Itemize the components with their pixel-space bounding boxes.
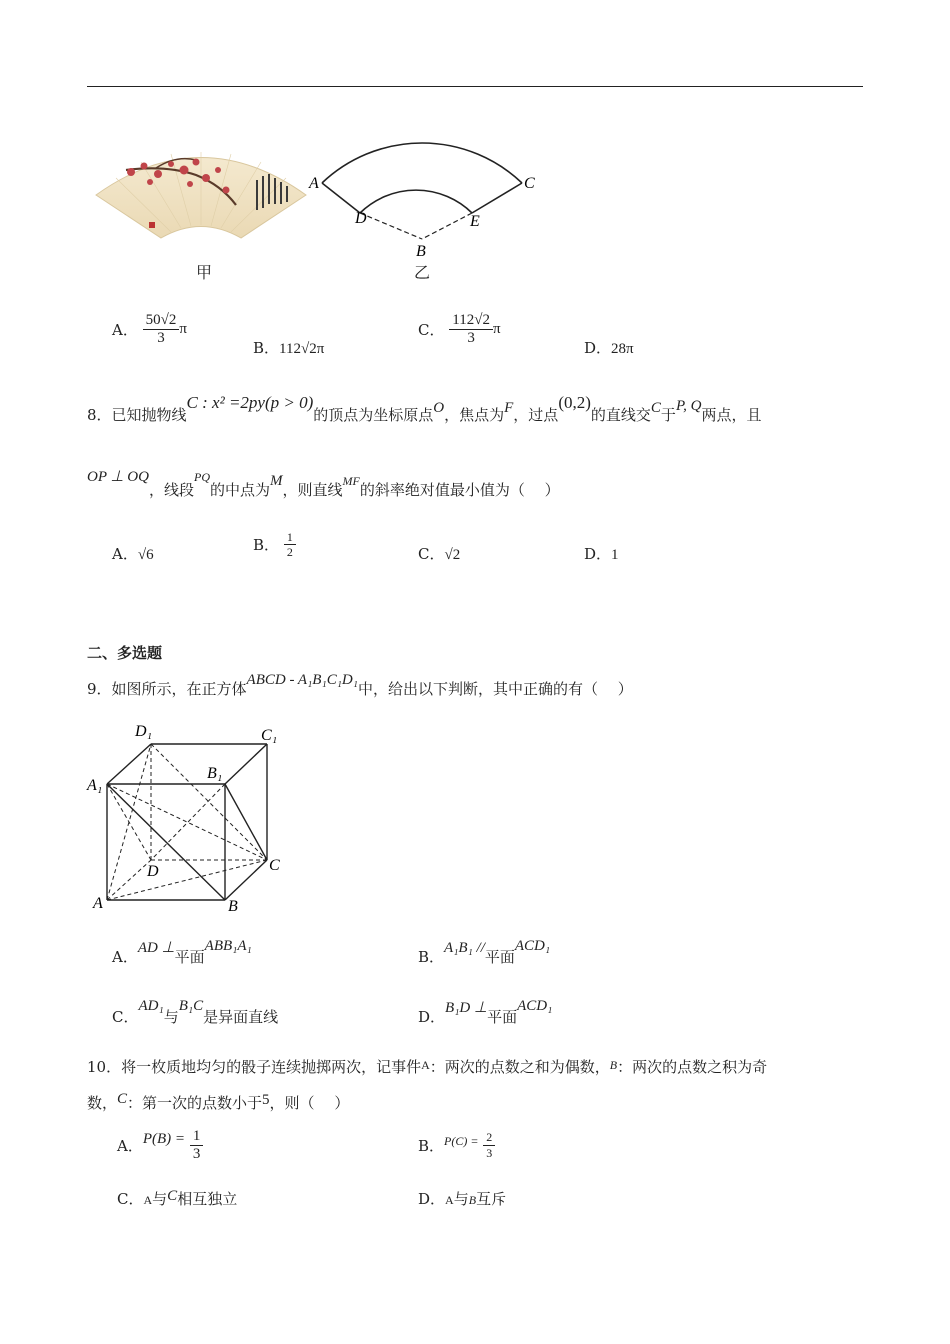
q7-option-d-value: 28π — [611, 341, 634, 357]
q7-option-b-value: 112√2π — [279, 341, 325, 357]
q8-midpoint-M: M — [270, 473, 283, 489]
q10-option-c-event2: C — [167, 1188, 178, 1204]
q8-text-6: 两点，且 — [701, 406, 762, 424]
q10-line1-a: 10．将一枚质地均匀的骰子连续抛掷两次，记事件 — [87, 1058, 422, 1076]
q9-option-d-plane: ACD₁ — [517, 998, 553, 1014]
q8-stem-line1 — [87, 395, 762, 436]
q10-line2-b: ：第一次的点数小于 — [127, 1094, 263, 1112]
q10-option-a-denominator: 3 — [192, 1146, 201, 1162]
q8-text-9: ，则直线 — [282, 481, 343, 499]
q7-option-b — [253, 337, 324, 358]
q8-text-5: 于 — [660, 406, 676, 424]
q10-option-b-prob: P(C) = — [444, 1134, 479, 1148]
q9-option-b-label: B． — [418, 948, 445, 966]
q10-option-d-event1: A — [445, 1193, 454, 1207]
q8-option-a — [112, 543, 154, 564]
q10-option-c — [117, 1188, 237, 1209]
cube-label-D1: D₁ — [135, 723, 153, 740]
q10-option-a-numerator: 1 — [190, 1128, 204, 1146]
q9-cube-name: ABCD - A₁B₁C₁D₁ — [246, 672, 358, 688]
q8-line-MF: MF — [342, 474, 360, 488]
q9-prefix: 9．如图所示，在正方体 — [87, 680, 247, 698]
q8-option-b-label: B． — [253, 536, 280, 554]
q8-perpendicular-condition: OP ⊥ OQ — [87, 469, 149, 485]
cube-label-B1: B₁ — [207, 765, 223, 782]
q7-option-c-numerator: 112√2 — [449, 312, 493, 330]
q9-option-d-math: B₁D ⊥ — [445, 1000, 488, 1016]
fan-painting-figure — [86, 140, 316, 245]
q10-option-d — [418, 1188, 506, 1209]
q10-option-a-label: A． — [117, 1137, 143, 1155]
q8-text-7: ，线段 — [148, 481, 194, 499]
q7-option-d — [584, 337, 634, 358]
q8-text-1: 的顶点为坐标原点 — [313, 406, 434, 424]
q9-option-a-math: AD ⊥ — [137, 940, 175, 956]
q9-suffix: 中，给出以下判断，其中正确的有（ ） — [357, 680, 633, 698]
q9-option-a — [112, 940, 252, 975]
cube-label-D: D — [147, 863, 159, 880]
cube-label-A: A — [93, 895, 103, 912]
q8-option-a-label: A． — [112, 545, 138, 563]
q7-option-a-pi: π — [179, 321, 187, 337]
q10-five: 5 — [262, 1092, 270, 1108]
q10-stem-line2 — [87, 1088, 349, 1119]
q9-option-c — [112, 1000, 278, 1035]
fan-label-E: E — [470, 213, 480, 230]
q8-option-c-value: √2 — [444, 547, 461, 563]
q9-option-a-plane: ABB₁A₁ — [204, 938, 252, 954]
fan-label-D: D — [355, 210, 367, 227]
q10-option-b — [418, 1130, 495, 1161]
q8-option-c-label: C． — [418, 545, 445, 563]
q9-option-d-label: D． — [418, 1008, 446, 1026]
q9-option-a-text: 平面 — [174, 948, 205, 966]
header-rule — [87, 86, 863, 87]
q10-option-a-fraction — [190, 1128, 204, 1163]
q10-option-d-label: D． — [418, 1190, 446, 1208]
q7-option-a-numerator: 50√2 — [143, 312, 180, 330]
q9-option-c-line2: B₁C — [178, 998, 204, 1014]
q8-option-a-value: √6 — [137, 547, 154, 563]
q8-option-d-label: D． — [584, 545, 612, 563]
fan-label-A: A — [309, 175, 319, 192]
q8-text-8: 的中点为 — [209, 481, 270, 499]
q8-option-b-fraction — [284, 530, 296, 559]
q8-point: (0,2) — [558, 393, 591, 412]
q10-option-d-text2: 互斥 — [476, 1190, 507, 1208]
q10-option-b-label: B． — [418, 1137, 445, 1155]
q10-option-c-event1: A — [143, 1193, 153, 1207]
cube-label-C: C — [269, 857, 280, 874]
q7-option-c-label: C． — [418, 321, 445, 339]
q7-option-a-denominator: 3 — [157, 330, 165, 346]
fan-label-B: B — [416, 243, 426, 260]
q10-line1-b: ：两次的点数之和为偶数， — [429, 1058, 610, 1076]
q9-option-c-line1: AD₁ — [138, 998, 164, 1014]
q9-option-c-label: C． — [112, 1008, 139, 1026]
q8-text-4: 的直线交 — [590, 406, 651, 424]
q10-line2-c: ，则（ ） — [269, 1094, 350, 1112]
q8-text-2: ，焦点为 — [444, 406, 505, 424]
q10-option-c-text1: 与 — [152, 1190, 168, 1208]
q8-points-PQ: P, Q — [675, 398, 702, 414]
q10-event-A: A — [421, 1058, 430, 1072]
q8-parabola-equation: C : x² =2py(p > 0) — [186, 393, 314, 412]
cube-label-A1: A₁ — [87, 777, 103, 794]
q9-option-b-text: 平面 — [484, 948, 515, 966]
cube-label-B: B — [228, 898, 238, 915]
q9-option-c-text2: 是异面直线 — [203, 1008, 279, 1026]
q8-origin-O: O — [433, 400, 445, 416]
q10-line1-c: ：两次的点数之积为奇 — [617, 1058, 768, 1076]
q8-prefix: 8．已知抛物线 — [87, 406, 187, 424]
figure-caption-right: 乙 — [414, 263, 431, 282]
q8-curve-C: C — [650, 400, 661, 416]
q8-focus-F: F — [504, 400, 514, 416]
q10-option-c-text2: 相互独立 — [177, 1190, 238, 1208]
q10-stem-line1 — [87, 1052, 767, 1083]
q9-option-c-text1: 与 — [163, 1008, 179, 1026]
q10-option-b-fraction — [483, 1130, 495, 1161]
q10-option-a-prob: P(B) = — [142, 1131, 186, 1147]
q8-text-3: ，过点 — [513, 406, 559, 424]
q10-option-d-event2: B — [468, 1193, 477, 1207]
q10-line2-a: 数， — [87, 1094, 118, 1112]
q9-stem — [87, 670, 633, 709]
q9-option-b-math: A₁B₁ // — [444, 940, 485, 956]
q7-option-a-label: A． — [112, 321, 138, 339]
q8-option-d — [584, 543, 619, 564]
q7-option-a — [112, 312, 187, 347]
q8-option-d-value: 1 — [611, 547, 619, 563]
cube-label-C1: C₁ — [261, 727, 278, 744]
q7-option-b-label: B． — [253, 339, 280, 357]
q10-option-b-numerator: 2 — [483, 1130, 495, 1146]
q8-text-10: 的斜率绝对值最小值为（ ） — [359, 481, 560, 499]
q7-option-d-label: D． — [584, 339, 612, 357]
q8-segment-PQ: PQ — [193, 470, 210, 484]
q7-option-c-fraction — [449, 312, 493, 347]
q10-option-b-denominator: 3 — [486, 1146, 493, 1160]
q10-event-C: C — [117, 1091, 128, 1107]
q10-option-a — [117, 1128, 203, 1163]
q10-option-d-text1: 与 — [453, 1190, 469, 1208]
q7-option-c-pi: π — [492, 321, 501, 337]
figure-caption-left: 甲 — [196, 263, 213, 282]
cube-diagram — [85, 718, 295, 918]
q10-event-B: B — [609, 1058, 618, 1072]
q8-option-b-numerator: 1 — [284, 530, 296, 545]
q7-option-c-denominator: 3 — [467, 330, 475, 346]
q9-option-b — [418, 940, 550, 975]
q8-option-b-denominator: 2 — [286, 545, 293, 559]
q9-option-d — [418, 1000, 552, 1035]
q8-stem-line2 — [87, 470, 560, 511]
q9-option-a-label: A． — [112, 948, 138, 966]
fan-label-C: C — [524, 175, 535, 192]
q8-option-c — [418, 543, 460, 564]
section-title: 二、多选题 — [87, 644, 163, 662]
q9-option-d-text: 平面 — [487, 1008, 518, 1026]
q10-option-c-label: C． — [117, 1190, 144, 1208]
q7-option-a-fraction — [143, 312, 180, 347]
q8-option-b — [253, 530, 296, 559]
q7-option-c — [418, 312, 501, 347]
q9-option-b-plane: ACD₁ — [514, 938, 551, 954]
